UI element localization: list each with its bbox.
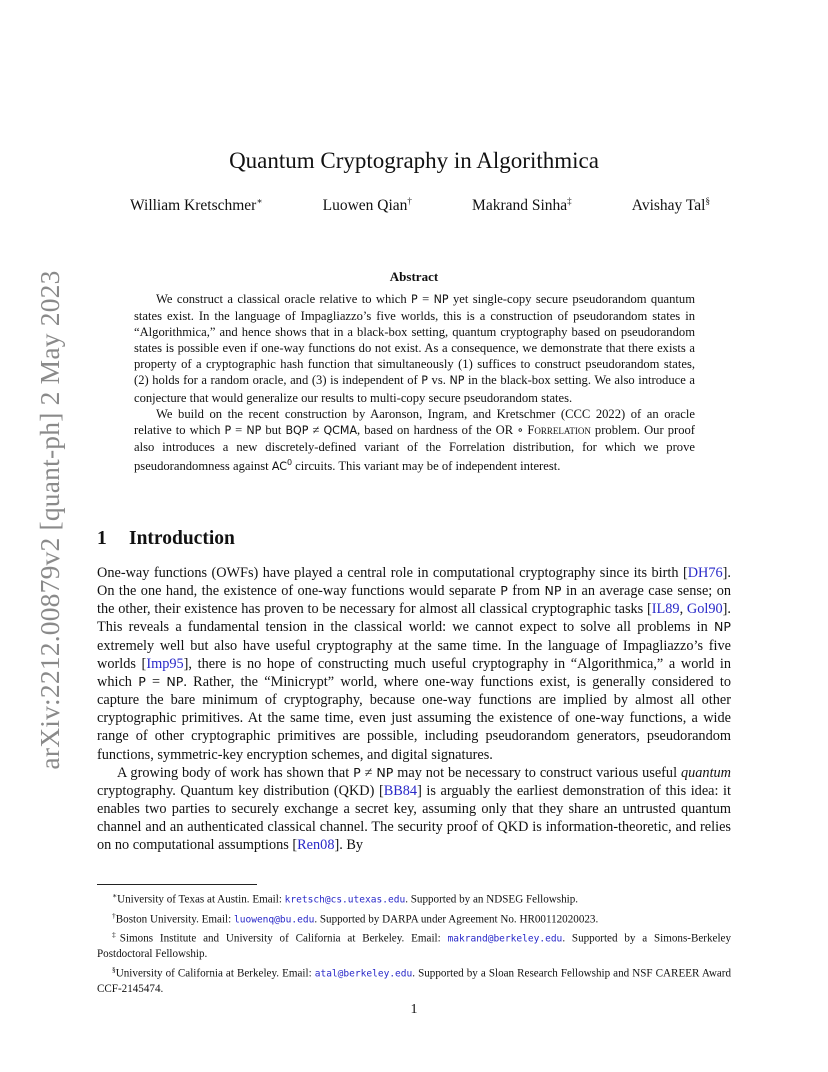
section-heading-introduction <box>97 528 235 550</box>
email-link[interactable]: makrand@berkeley.edu <box>447 934 563 946</box>
abstract-body <box>134 291 695 475</box>
author-kretschmer: William Kretschmer∗ <box>130 196 263 215</box>
footnote-sinha: ‡Simons Institute and University of California at Berkeley. Email: makrand@berkeley.edu. Supported by a Simons-Berkeley Postdoctoral Fellowship. <box>97 930 731 961</box>
citation-link[interactable]: IL89 <box>651 601 680 618</box>
footnotes <box>97 888 731 997</box>
abstract-paragraph-1: We construct a classical oracle relative to which P = NP yet single-copy secure pseudorandom quantum states exist. In the language of Impagliazzo’s five worlds, this is a construction of pseudorandom states in “Algorithmica,” and hence shows that in a black-box setting, quantum cryptography based on pseudorandom states is possible even if one-way functions do not exist. As a consequence, we demonstrate that there exists a property of a cryptographic hash function that simultaneously (1) suffices to construct pseudorandom states, (2) holds for a random oracle, and (3) is independent of P vs. NP in the black-box setting. We also introduce a conjecture that would generalize our results to multi-copy secure pseudorandom states. <box>134 292 695 405</box>
citation-link[interactable]: Ren08 <box>297 837 335 854</box>
footnote-tal: §University of California at Berkeley. Email: atal@berkeley.edu. Supported by a Sloan Research Fellowship and NSF CAREER Award CCF-2145474. <box>97 965 731 995</box>
introduction-body <box>97 564 731 855</box>
paper-title: Quantum Cryptography in Algorithmica <box>229 148 599 173</box>
arxiv-identifier-stamp: arXiv:2212.00879v2 [quant-ph] 2 May 2023 <box>34 270 65 770</box>
page-number: 1 <box>410 1002 418 1017</box>
footnote-divider <box>97 884 257 885</box>
abstract-heading: Abstract <box>389 269 439 284</box>
citation-link[interactable]: BB84 <box>383 782 418 799</box>
intro-paragraph-1: One-way functions (OWFs) have played a central role in computational cryptography since its birth [DH76]. On the one hand, the existence of one-way functions would separate P from NP in an average case sense; on the other, their existence has proven to be necessary for almost all classical cryptographic tasks [IL89, Gol90]. This reveals a fundamental tension in the classical world: we cannot expect to solve all problems in NP extremely well but also have useful cryptography at the same time. In the language of Impagliazzo’s five worlds [Imp95], there is no hope of constructing much useful cryptography in “Algorithmica,” a world in which P = NP. Rather, the “Minicrypt” world, where one-way functions exist, is generally considered to capture the bare minimum of cryptography, because one-way functions are implied by almost all other cryptographic primitives. At the same time, even just assuming the existence of one-way functions, a wide range of other cryptographic primitives are possible, including pseudorandom generators, pseudorandom functions, symmetric-key encryption schemes, and digital signatures. <box>97 565 732 763</box>
citation-link[interactable]: DH76 <box>687 565 723 581</box>
section-number: 1 <box>97 528 107 549</box>
author-sinha: Makrand Sinha‡ <box>472 196 572 215</box>
citation-link[interactable]: Imp95 <box>146 655 184 672</box>
intro-paragraph-2: A growing body of work has shown that P ≠ NP may not be necessary to construct various useful quantum cryptography. Quantum key distribution (QKD) [BB84] is arguably the earliest demonstration of this idea: it enables two parties to securely exchange a secret key, assuming only that they share an untrusted quantum channel and an authenticated classical channel. The security proof of QKD is information-theoretic, and relies on no computational assumptions [Ren08]. By <box>97 764 732 854</box>
author-qian: Luowen Qian† <box>322 196 412 215</box>
footnote-kretschmer: ∗University of Texas at Austin. Email: kretsch@cs.utexas.edu. Supported by an NDSEG Fellowship. <box>112 891 579 906</box>
section-title: Introduction <box>129 528 235 549</box>
email-link[interactable]: luowenq@bu.edu <box>233 914 315 926</box>
author-tal: Avishay Tal§ <box>631 196 710 215</box>
abstract-paragraph-2: We build on the recent construction by Aaronson, Ingram, and Kretschmer (CCC 2022) of an oracle relative to which P = NP but BQP ≠ QCMA, based on hardness of the OR ∘ Forrelation problem. Our proof also introduces a new discretely-defined variant of the Forrelation distribution, for which we prove pseudorandomness against $AC^0$ circuits. This variant may be of independent interest. <box>134 406 695 474</box>
footnote-qian: †Boston University. Email: luowenq@bu.edu. Supported by DARPA under Agreement No. HR00112020023. <box>112 910 599 926</box>
citation-link[interactable]: Gol90 <box>686 601 723 618</box>
email-link[interactable]: kretsch@cs.utexas.edu <box>284 894 406 906</box>
author-list <box>130 196 710 215</box>
email-link[interactable]: atal@berkeley.edu <box>314 968 413 980</box>
